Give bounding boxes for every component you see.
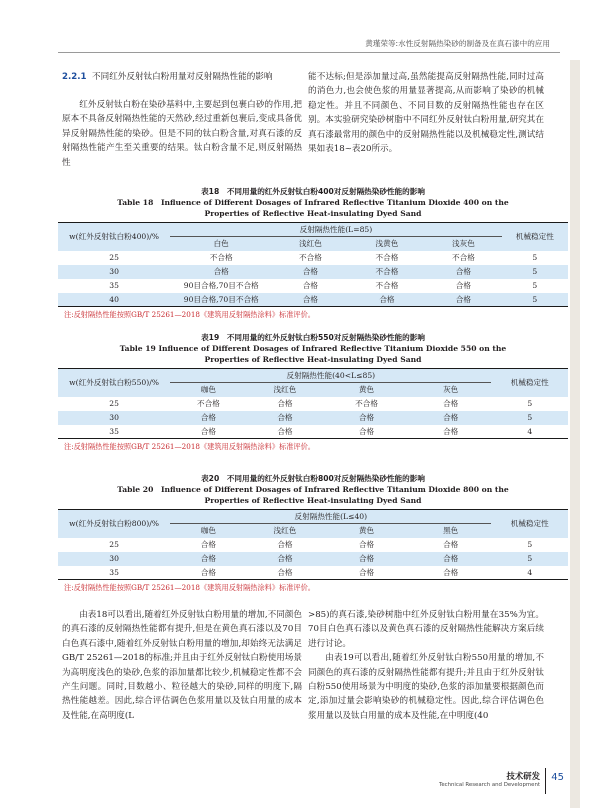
table-cell: 5 (491, 552, 568, 566)
table-cell: 5 (491, 397, 568, 411)
table-cell: 不合格 (349, 251, 426, 265)
table-cell: 不合格 (170, 397, 247, 411)
table-cell: 合格 (410, 397, 492, 411)
table-cell: 合格 (170, 265, 272, 279)
table-caption-en: Table 19 Influence of Different Dosages of Infrared Reflective Titanium Dioxide 550 on the (119, 344, 507, 353)
table-caption-cn: 表20 不同用量的红外反射钛白粉800对反射隔热染砂性能的影响 (201, 474, 425, 483)
table-cell: 合格 (323, 552, 410, 566)
table-note: 注:反射隔热性能按照GB/T 25261—2018《建筑用反射隔热涂料》标准评价。 (64, 310, 315, 319)
table-cell: 合格 (410, 411, 492, 425)
table-20 (58, 473, 568, 593)
data-table (58, 222, 568, 307)
table-cell: 25 (58, 538, 170, 552)
footer-section-label (439, 770, 540, 788)
header-color: 白色 (170, 237, 272, 251)
table-cell: 合格 (425, 279, 502, 293)
table-caption-en: Table 18 Influence of Different Dosages of Infrared Reflective Titanium Dioxide 400 on the (117, 198, 509, 207)
table-cell: 合格 (323, 566, 410, 580)
header-color: 灰色 (410, 383, 492, 397)
table-cell: 35 (58, 566, 170, 580)
table-cell: 合格 (170, 411, 247, 425)
table-caption-en: Table 20 Influence of Different Dosages of Infrared Reflective Titanium Dioxide 800 on the (117, 485, 509, 494)
table-note: 注:反射隔热性能按照GB/T 25261—2018《建筑用反射隔热涂料》标准评价。 (64, 442, 315, 451)
table-cell: 不合格 (349, 265, 426, 279)
data-table (58, 509, 568, 580)
table-cell: 5 (502, 279, 568, 293)
page-edge-tab (570, 60, 580, 808)
header-color: 浅黄色 (349, 237, 426, 251)
header-group: 反射隔热性能(L=85) (170, 223, 502, 237)
table-cell: 25 (58, 397, 170, 411)
table-cell: 合格 (410, 425, 492, 439)
table-cell: 4 (491, 425, 568, 439)
table-cell: 90目合格,70目不合格 (170, 279, 272, 293)
running-header: 黄瑾荣等:水性反射隔热染砂的制备及在真石漆中的应用 (365, 39, 550, 48)
table-18 (58, 186, 568, 320)
footer-divider (545, 768, 547, 794)
table-cell: 30 (58, 552, 170, 566)
table-19 (58, 332, 568, 452)
table-cell: 合格 (247, 425, 324, 439)
page-number: 45 (551, 772, 564, 783)
table-caption-en-2: Properties of Reflective Heat-insulating Dyed Sand (204, 209, 422, 218)
table-cell: 5 (491, 411, 568, 425)
table-row (58, 397, 568, 411)
table-cell: 30 (58, 265, 170, 279)
table-cell: 不合格 (425, 251, 502, 265)
footer-label-cn: 技术研发 (506, 771, 540, 781)
intro-paragraph-left: 红外反射钛白粉在染砂基料中,主要起到包裹白砂的作用,把原本不具备反射隔热性能的天然砂,经过重新包裹后,变成具备优异反射隔热性能的染砂。但是不同的钛白粉含量,对真石漆的反射隔热性能产生至关重要的结果。钛白粉含量不足,则反射隔热性 (62, 100, 302, 168)
header-group: 反射隔热性能(40<L≤85) (170, 369, 491, 383)
table-cell: 合格 (410, 552, 492, 566)
table-cell: 合格 (349, 293, 426, 307)
table-cell: 合格 (425, 293, 502, 307)
body-paragraph-left: 由表18可以看出,随着红外反射钛白粉用量的增加,不同颜色的真石漆的反射隔热性能都有提升,但是在黄色真石漆以及70目白色真石漆中,随着红外反射钛白粉用量的增加,却始终无法满足GB/T 25261—2018的标准;并且由于红外反射钛白粉使用场景为高明度浅色的染砂,色浆的添加量都比较少,机械稳定性都不会产生问题。同时,目数越小、粒径越大的染砂,同样的明度下,隔热性能越差。因此,综合评估调色色浆用量以及钛白用量的成本及性能,在高明度(L (62, 610, 302, 721)
table-cell: 30 (58, 411, 170, 425)
header-color: 浅红色 (272, 237, 349, 251)
header-dosage: w(红外反射钛白粉400)/% (58, 223, 170, 251)
table-cell: 合格 (323, 538, 410, 552)
table-cell: 25 (58, 251, 170, 265)
table-cell: 35 (58, 279, 170, 293)
data-table (58, 368, 568, 439)
table-cell: 5 (502, 265, 568, 279)
header-dosage: w(红外反射钛白粉800)/% (58, 510, 170, 538)
table-cell: 40 (58, 293, 170, 307)
section-number: 2.2.1 (62, 72, 87, 82)
table-cell: 不合格 (170, 251, 272, 265)
header-divider (58, 52, 560, 53)
table-row (58, 552, 568, 566)
table-row (58, 251, 568, 265)
body-paragraph-right: >85)的真石漆,染砂树脂中红外反射钛白粉用量在35%为宜。70目白色真石漆以及黄色真石漆的反射隔热性能解决方案后续进行讨论。 由表19可以看出,随着红外反射钛白粉550用量的增加,不同颜色的真石漆的反射隔热性能都有提升;并且由于红外反射钛白粉550使用场景为中明度的染砂,色浆的添加量要根据颜色而定,添加过量会影响染砂的机械稳定性。因此,综合评估调色色浆用量以及钛白用量的成本及性能,在中明度(40 (308, 610, 544, 721)
table-cell: 合格 (170, 538, 247, 552)
table-cell: 合格 (323, 411, 410, 425)
intro-paragraph-right: 能不达标;但是添加量过高,虽然能提高反射隔热性能,同时过高的消色力,也会使色浆的用量显著提高,从而影响了染砂的机械稳定性。并且不同颜色、不同目数的反射隔热性能也存在区别。本实验研究染砂树脂中不同红外反射钛白粉用量,研究其在真石漆最常用的颜色中的反射隔热性能以及机械稳定性,测试结果如表18~表20所示。 (308, 72, 544, 155)
header-mechanical: 机械稳定性 (491, 369, 568, 397)
table-caption-en-2: Properties of Reflective Heat-insulating Dyed Sand (204, 496, 422, 505)
footer-label-en: Technical Research and Development (438, 782, 540, 788)
table-cell: 35 (58, 425, 170, 439)
table-row (58, 265, 568, 279)
table-caption-en-2: Properties of Reflective Heat-insulating Dyed Sand (204, 355, 422, 364)
header-color: 黄色 (323, 524, 410, 538)
table-cell: 合格 (323, 425, 410, 439)
table-cell: 合格 (247, 538, 324, 552)
table-row (58, 411, 568, 425)
table-row (58, 566, 568, 580)
section-title: 不同红外反射钛白粉用量对反射隔热性能的影响 (92, 72, 273, 82)
table-cell: 4 (491, 566, 568, 580)
table-cell: 90目合格,70目不合格 (170, 293, 272, 307)
table-cell: 不合格 (272, 251, 349, 265)
table-cell: 合格 (247, 411, 324, 425)
table-caption-cn: 表18 不同用量的红外反射钛白粉400对反射隔热染砂性能的影响 (201, 187, 425, 196)
table-cell: 合格 (247, 552, 324, 566)
table-row (58, 538, 568, 552)
header-dosage: w(红外反射钛白粉550)/% (58, 369, 170, 397)
table-cell: 合格 (170, 552, 247, 566)
table-row (58, 279, 568, 293)
table-cell: 合格 (272, 265, 349, 279)
table-cell: 不合格 (323, 397, 410, 411)
table-cell: 合格 (247, 566, 324, 580)
header-mechanical: 机械稳定性 (502, 223, 568, 251)
table-cell: 不合格 (349, 279, 426, 293)
table-cell: 合格 (272, 293, 349, 307)
header-color: 浅红色 (247, 383, 324, 397)
table-cell: 合格 (247, 397, 324, 411)
header-color: 咖色 (170, 383, 247, 397)
table-cell: 合格 (170, 425, 247, 439)
table-row (58, 425, 568, 439)
table-cell: 合格 (410, 566, 492, 580)
header-mechanical: 机械稳定性 (491, 510, 568, 538)
header-group: 反射隔热性能(L≤40) (170, 510, 491, 524)
header-color: 浅红色 (247, 524, 324, 538)
header-color: 黄色 (323, 383, 410, 397)
table-cell: 5 (491, 538, 568, 552)
header-color: 黑色 (410, 524, 492, 538)
header-color: 咖色 (170, 524, 247, 538)
table-cell: 5 (502, 251, 568, 265)
table-cell: 合格 (170, 566, 247, 580)
table-cell: 合格 (425, 265, 502, 279)
table-cell: 合格 (410, 538, 492, 552)
table-caption-cn: 表19 不同用量的红外反射钛白粉550对反射隔热染砂性能的影响 (201, 333, 425, 342)
table-cell: 5 (502, 293, 568, 307)
header-color: 浅灰色 (425, 237, 502, 251)
table-cell: 合格 (272, 279, 349, 293)
table-note: 注:反射隔热性能按照GB/T 25261—2018《建筑用反射隔热涂料》标准评价。 (64, 583, 315, 592)
table-row (58, 293, 568, 307)
